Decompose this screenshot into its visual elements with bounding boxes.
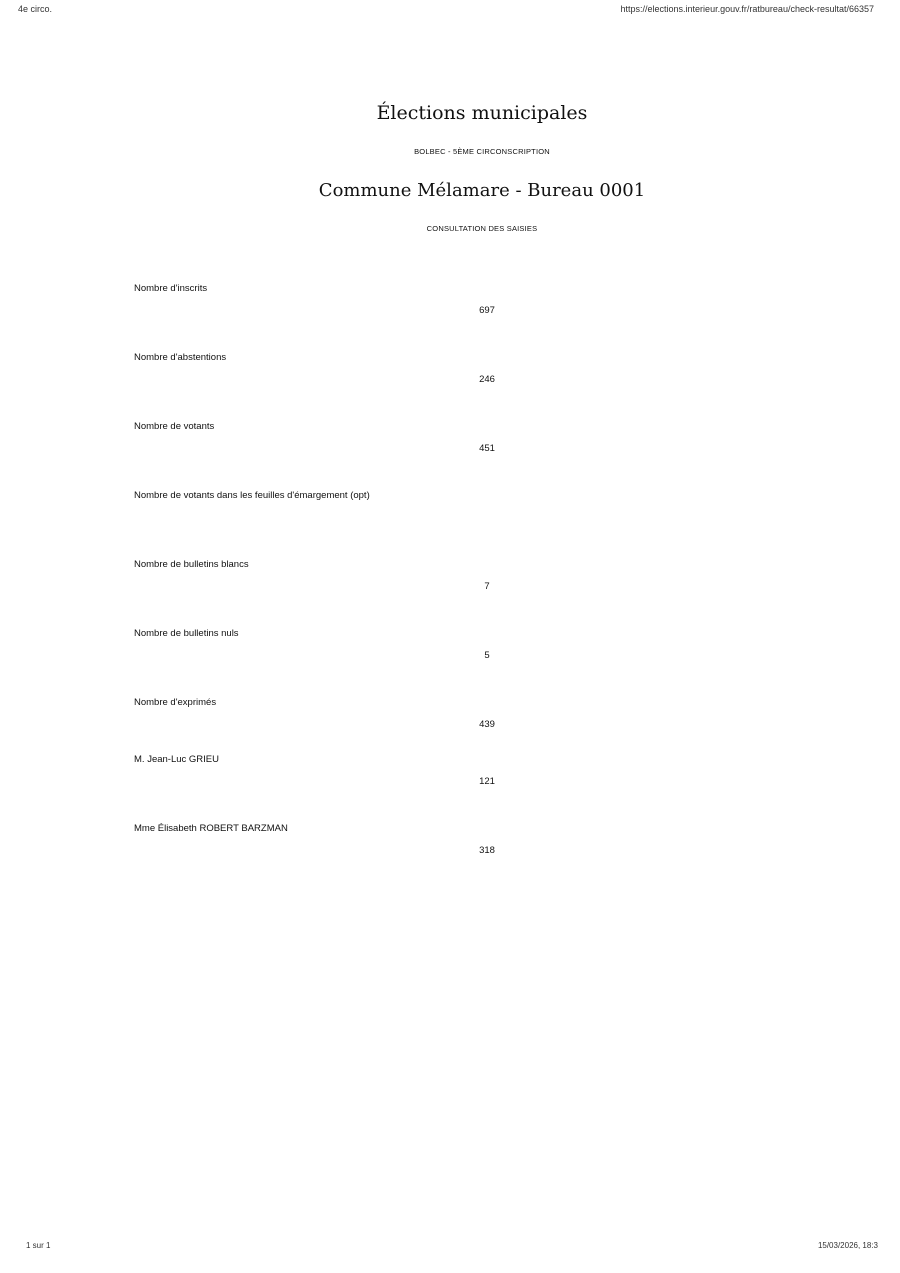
value-candidate-grieu: 121: [479, 776, 495, 787]
label-bulletins-nuls: Nombre de bulletins nuls: [134, 628, 239, 639]
value-bulletins-nuls: 5: [484, 650, 490, 661]
label-inscrits: Nombre d'inscrits: [134, 283, 208, 294]
label-candidate-robert-barzman: Mme Élisabeth ROBERT BARZMAN: [134, 823, 288, 834]
print-header-url: https://elections.interieur.gouv.fr/ratbureau/check-resultat/66357: [620, 4, 874, 14]
value-candidate-robert-barzman: 318: [479, 845, 495, 856]
value-inscrits: 697: [479, 305, 495, 316]
label-bulletins-blancs: Nombre de bulletins blancs: [134, 559, 249, 570]
label-votants: Nombre de votants: [134, 421, 215, 432]
label-candidate-grieu: M. Jean-Luc GRIEU: [134, 754, 219, 765]
label-exprimes: Nombre d'exprimés: [134, 697, 217, 708]
commune-bureau-title: Commune Mélamare - Bureau 0001: [318, 180, 646, 201]
value-abstentions: 246: [479, 374, 495, 385]
value-votants: 451: [479, 443, 495, 454]
value-exprimes: 439: [479, 719, 495, 730]
value-bulletins-blancs: 7: [484, 581, 490, 592]
label-abstentions: Nombre d'abstentions: [134, 352, 227, 363]
print-header-left: 4e circo.: [18, 4, 53, 14]
label-votants-emargement: Nombre de votants dans les feuilles d'émargement (opt): [134, 490, 370, 501]
page-title: Élections municipales: [376, 102, 588, 124]
circonscription-subtitle: BOLBEC - 5ÈME CIRCONSCRIPTION: [414, 147, 550, 156]
print-footer-date: 15/03/2026, 18:3: [817, 1241, 878, 1250]
print-footer-page: 1 sur 1: [26, 1241, 51, 1250]
consultation-subtitle: CONSULTATION DES SAISIES: [426, 224, 538, 233]
